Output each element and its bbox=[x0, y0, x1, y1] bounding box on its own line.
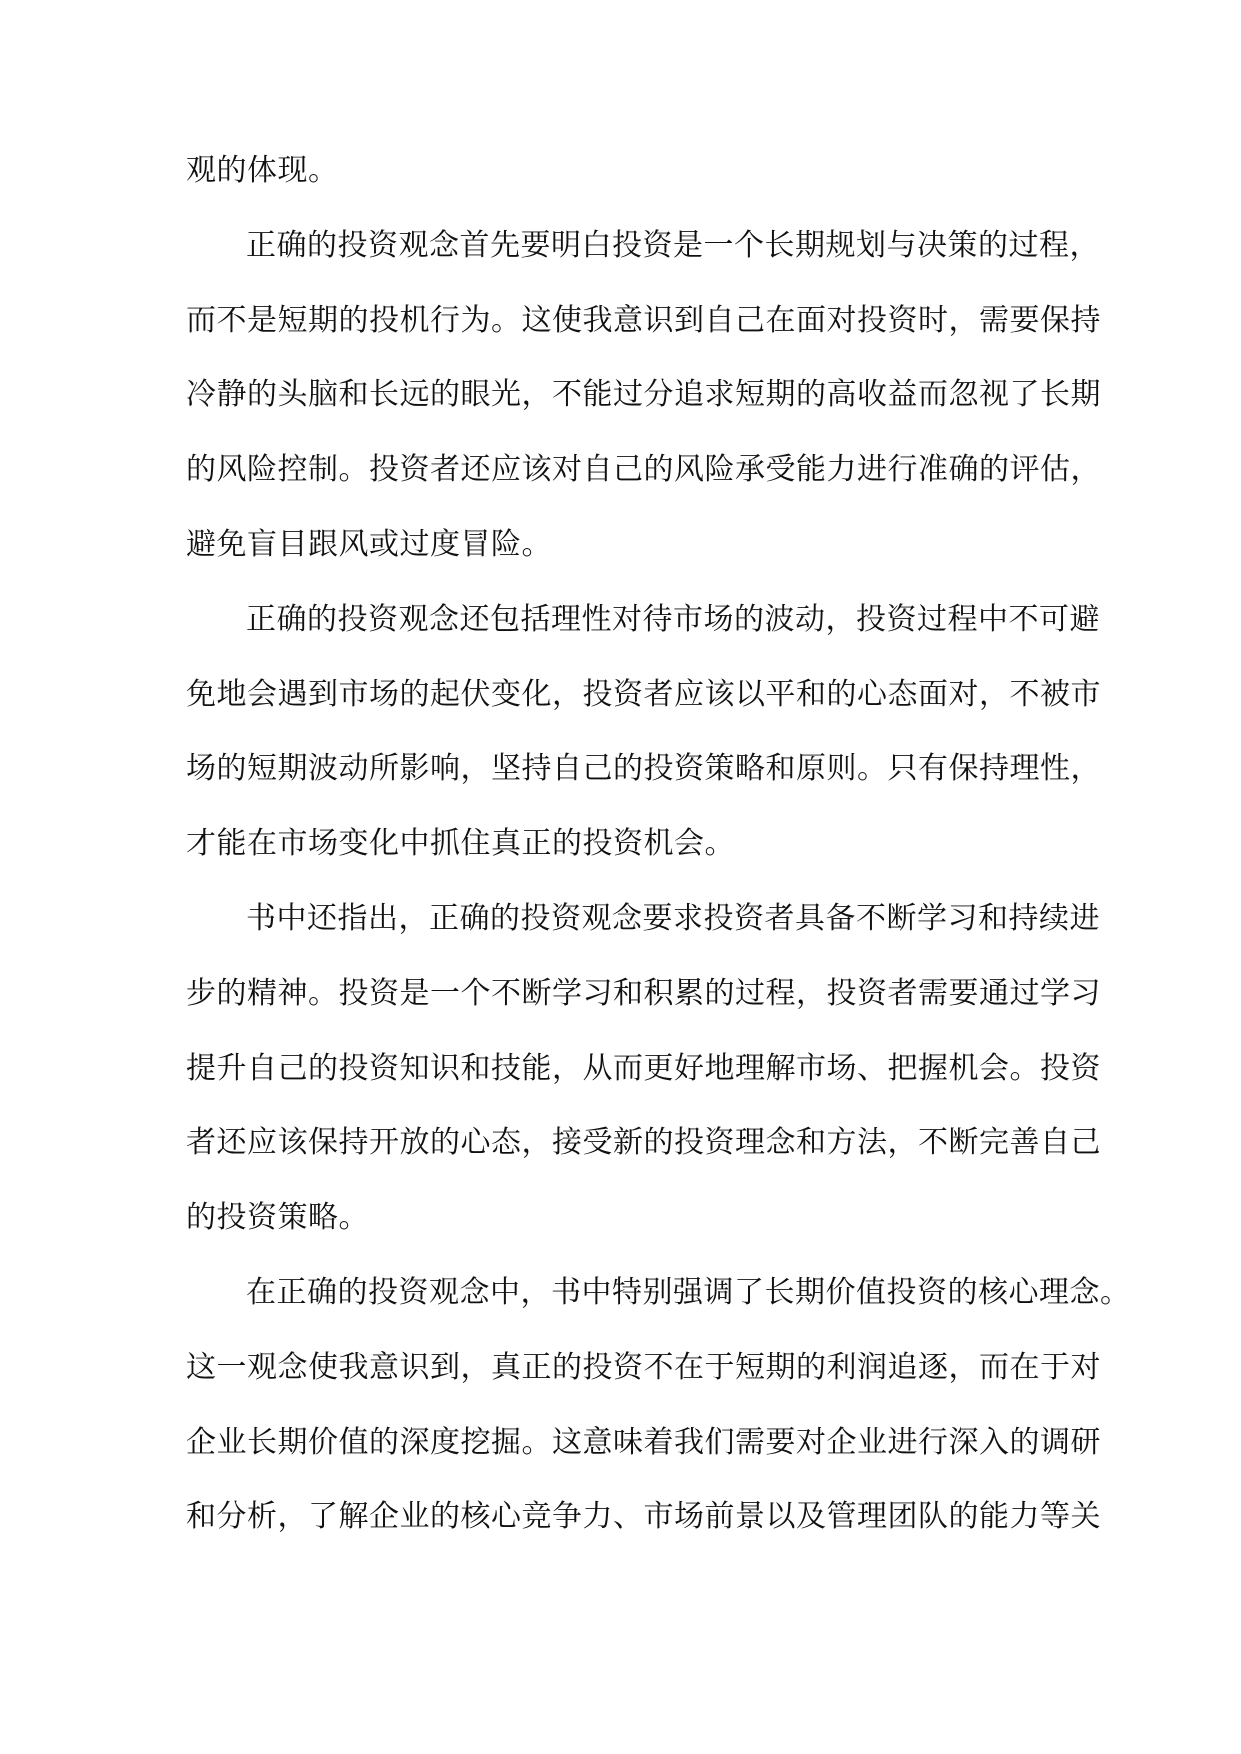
text-line: 观的体现。 bbox=[186, 153, 339, 188]
paragraph-start-line: 在正确的投资观念中，书中特别强调了长期价值投资的核心理念。 bbox=[246, 1274, 1131, 1310]
text-line: 免地会遇到市场的起伏变化，投资者应该以平和的心态面对，不被市 bbox=[186, 676, 1101, 712]
text-line: 冷静的头脑和长远的眼光，不能过分追求短期的高收益而忽视了长期 bbox=[186, 377, 1101, 413]
text-line: 才能在市场变化中抓住真正的投资机会。 bbox=[186, 826, 735, 862]
paragraph-start-line: 书中还指出，正确的投资观念要求投资者具备不断学习和持续进 bbox=[246, 900, 1100, 936]
text-line: 者还应该保持开放的心态，接受新的投资理念和方法，不断完善自己 bbox=[186, 1125, 1101, 1161]
text-line: 企业长期价值的深度挖掘。这意味着我们需要对企业进行深入的调研 bbox=[186, 1424, 1101, 1460]
text-line: 的风险控制。投资者还应该对自己的风险承受能力进行准确的评估， bbox=[186, 452, 1101, 488]
text-line: 步的精神。投资是一个不断学习和积累的过程，投资者需要通过学习 bbox=[186, 975, 1101, 1011]
text-line: 场的短期波动所影响，坚持自己的投资策略和原则。只有保持理性， bbox=[186, 751, 1101, 787]
paragraph-start-line: 正确的投资观念首先要明白投资是一个长期规划与决策的过程， bbox=[246, 227, 1100, 263]
body-text bbox=[186, 134, 1131, 1555]
text-line: 和分析，了解企业的核心竞争力、市场前景以及管理团队的能力等关 bbox=[186, 1499, 1101, 1535]
paragraph-start-line: 正确的投资观念还包括理性对待市场的波动，投资过程中不可避 bbox=[246, 601, 1100, 637]
text-line: 的投资策略。 bbox=[186, 1200, 369, 1236]
text-line: 而不是短期的投机行为。这使我意识到自己在面对投资时，需要保持 bbox=[186, 302, 1101, 338]
text-line: 提升自己的投资知识和技能，从而更好地理解市场、把握机会。投资 bbox=[186, 1050, 1101, 1086]
text-line: 避免盲目跟风或过度冒险。 bbox=[186, 526, 552, 562]
text-line: 这一观念使我意识到，真正的投资不在于短期的利润追逐，而在于对 bbox=[186, 1349, 1101, 1385]
